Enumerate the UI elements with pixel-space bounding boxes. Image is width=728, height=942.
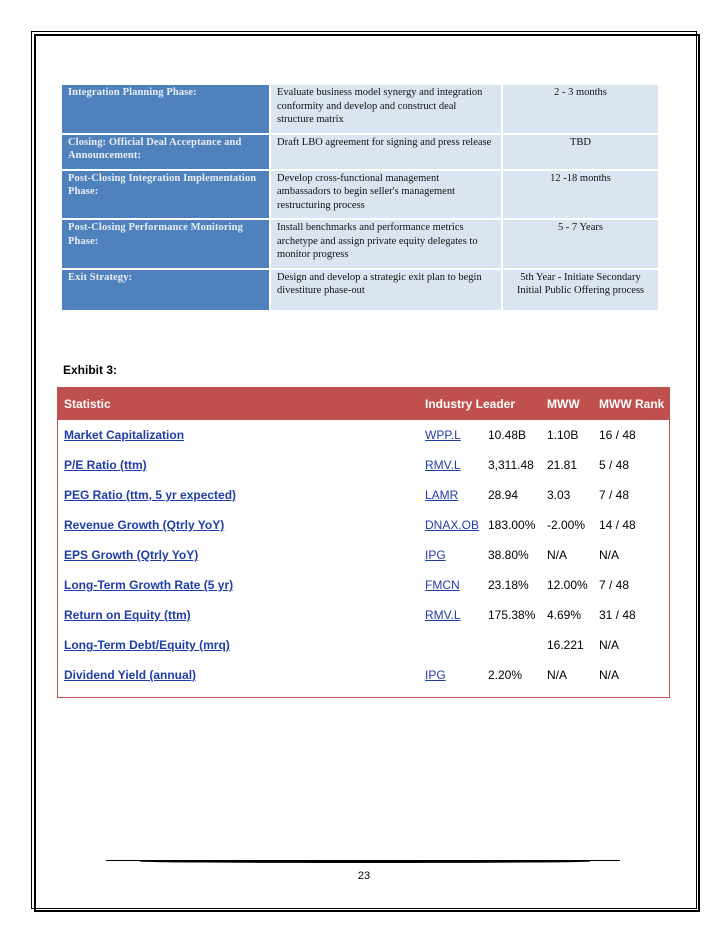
header-statistic: Statistic <box>64 397 111 411</box>
table-row <box>58 455 669 475</box>
leader-value: 23.18% <box>488 578 529 592</box>
phase-description: Draft LBO agreement for signing and press release <box>270 134 502 170</box>
phase-table <box>62 85 660 312</box>
mww-rank: 5 / 48 <box>599 458 630 472</box>
mww-value: 12.00% <box>547 578 588 592</box>
phase-timeline: 12 -18 months <box>502 170 659 220</box>
page-number: 23 <box>357 870 371 882</box>
phase-name: Integration Planning Phase: <box>62 85 270 134</box>
mww-rank: N/A <box>599 548 620 562</box>
footer-rule-accent <box>140 860 590 863</box>
leader-link[interactable]: DNAX.OB <box>425 518 480 532</box>
mww-value: 1.10B <box>547 428 579 442</box>
statistic-link[interactable]: Long-Term Growth Rate (5 yr) <box>64 578 234 592</box>
leader-value: 3,311.48 <box>488 458 534 472</box>
leader-value: 183.00% <box>488 518 536 532</box>
statistic-link[interactable]: Revenue Growth (Qtrly YoY) <box>64 518 225 532</box>
mww-rank: 7 / 48 <box>599 488 630 502</box>
statistic-link[interactable]: P/E Ratio (ttm) <box>64 458 147 472</box>
statistic-link[interactable]: EPS Growth (Qtrly YoY) <box>64 548 199 562</box>
statistic-link[interactable]: Long-Term Debt/Equity (mrq) <box>64 638 230 652</box>
header-mww: MWW <box>547 397 580 411</box>
header-industry-leader: Industry Leader <box>425 397 516 411</box>
phase-description: Develop cross-functional management ambassadors to begin seller's management restructuring process <box>270 170 502 220</box>
phase-row <box>62 269 659 311</box>
table-row <box>58 635 669 655</box>
phase-row <box>62 170 659 220</box>
phase-name: Exit Strategy: <box>62 269 270 311</box>
mww-value: -2.00% <box>547 518 586 532</box>
phase-description: Evaluate business model synergy and integration conformity and develop and construct deal structure matrix <box>270 85 502 134</box>
phase-timeline: 5th Year - Initiate Secondary Initial Public Offering process <box>502 269 659 311</box>
statistic-link[interactable]: Market Capitalization <box>64 428 185 442</box>
phase-description: Design and develop a strategic exit plan to begin divestiture phase-out <box>270 269 502 311</box>
phase-description: Install benchmarks and performance metrics archetype and assign private equity delegates to monitor progress <box>270 219 502 269</box>
phase-timeline: TBD <box>502 134 659 170</box>
table-row <box>58 665 669 685</box>
statistic-link[interactable]: Return on Equity (ttm) <box>64 608 191 622</box>
mww-rank: 7 / 48 <box>599 578 630 592</box>
phase-row <box>62 219 659 269</box>
leader-value: 38.80% <box>488 548 529 562</box>
phase-row <box>62 85 659 134</box>
table-row <box>58 605 669 625</box>
mww-rank: 16 / 48 <box>599 428 636 442</box>
leader-value: 28.94 <box>488 488 519 502</box>
stats-header <box>58 388 669 420</box>
stats-table <box>57 387 670 698</box>
mww-value: 21.81 <box>547 458 578 472</box>
table-row <box>58 545 669 565</box>
leader-link[interactable]: LAMR <box>425 488 459 502</box>
phase-name: Post-Closing Integration Implementation Phase: <box>62 170 270 220</box>
table-row <box>58 575 669 595</box>
mww-value: 3.03 <box>547 488 571 502</box>
mww-value: 16.221 <box>547 638 584 652</box>
phase-name: Post-Closing Performance Monitoring Phase: <box>62 219 270 269</box>
mww-value: 4.69% <box>547 608 582 622</box>
leader-value: 10.48B <box>488 428 527 442</box>
phase-row <box>62 134 659 170</box>
table-row <box>58 425 669 445</box>
table-row <box>58 515 669 535</box>
table-row <box>58 485 669 505</box>
leader-value: 2.20% <box>488 668 523 682</box>
leader-link[interactable]: WPP.L <box>425 428 461 442</box>
phase-name: Closing: Official Deal Acceptance and Announcement: <box>62 134 270 170</box>
mww-rank: 14 / 48 <box>599 518 636 532</box>
exhibit-label: Exhibit 3: <box>63 363 118 377</box>
mww-value: N/A <box>547 548 568 562</box>
leader-link[interactable]: RMV.L <box>425 608 461 622</box>
phase-timeline: 2 - 3 months <box>502 85 659 134</box>
mww-rank: 31 / 48 <box>599 608 636 622</box>
leader-link[interactable]: IPG <box>425 548 446 562</box>
leader-link[interactable]: RMV.L <box>425 458 461 472</box>
leader-link[interactable]: IPG <box>425 668 446 682</box>
header-mww-rank: MWW Rank <box>599 397 665 411</box>
mww-rank: N/A <box>599 638 620 652</box>
leader-link[interactable]: FMCN <box>425 578 460 592</box>
mww-rank: N/A <box>599 668 620 682</box>
statistic-link[interactable]: Dividend Yield (annual) <box>64 668 197 682</box>
phase-timeline: 5 - 7 Years <box>502 219 659 269</box>
leader-value: 175.38% <box>488 608 536 622</box>
mww-value: N/A <box>547 668 568 682</box>
statistic-link[interactable]: PEG Ratio (ttm, 5 yr expected) <box>64 488 237 502</box>
